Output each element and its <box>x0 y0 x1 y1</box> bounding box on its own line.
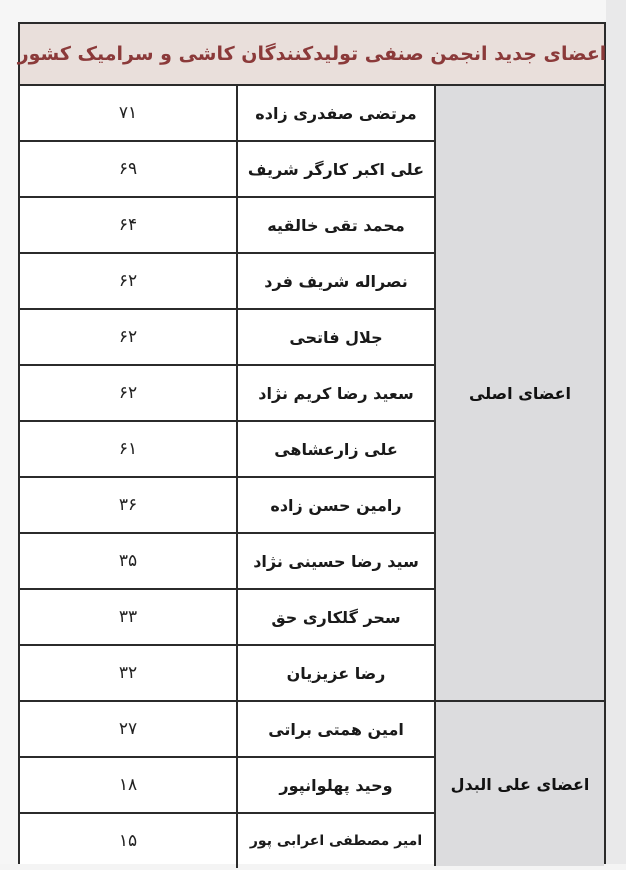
member-name: سعید رضا کریم نژاد <box>258 383 414 403</box>
table-row <box>20 646 434 702</box>
group-main-members <box>434 86 604 702</box>
table-row <box>20 310 434 366</box>
member-votes: ۶۲ <box>20 310 238 364</box>
table-row <box>20 254 434 310</box>
member-name: علی زارعشاهی <box>274 439 398 459</box>
table-row <box>20 366 434 422</box>
group-main-label: اعضای اصلی <box>468 383 572 403</box>
table-row <box>20 86 434 142</box>
table-row <box>20 422 434 478</box>
table-row <box>20 198 434 254</box>
table-row <box>20 758 434 814</box>
table-row <box>20 590 434 646</box>
member-name: امیر مصطفی اعرابی پور <box>249 833 423 849</box>
table-row <box>20 814 434 870</box>
member-name: جلال فاتحی <box>289 327 383 347</box>
member-name: وحید پهلوانپور <box>279 775 393 795</box>
member-name: نصراله شریف فرد <box>264 271 408 291</box>
member-votes: ۶۲ <box>20 254 238 308</box>
member-votes: ۶۴ <box>20 198 238 252</box>
member-votes: ۱۵ <box>20 814 238 868</box>
table-title-text: اعضای جدید انجمن صنفی تولیدکنندگان کاشی و سرامیک کشور <box>17 43 607 65</box>
member-votes: ۳۵ <box>20 534 238 588</box>
member-votes: ۳۶ <box>20 478 238 532</box>
member-votes: ۶۲ <box>20 366 238 420</box>
member-votes: ۳۲ <box>20 646 238 700</box>
member-name: سحر گلکاری حق <box>271 607 401 627</box>
member-votes: ۷۱ <box>20 86 238 140</box>
member-name: مرتضی صفدری زاده <box>255 103 417 123</box>
member-name: علی اکبر کارگر شریف <box>247 159 425 179</box>
table-title <box>17 24 607 86</box>
member-name: محمد تقی خالقیه <box>267 215 405 235</box>
table-row <box>20 478 434 534</box>
group-alternate-label: اعضای علی البدل <box>450 774 590 794</box>
table-row <box>20 142 434 198</box>
member-votes: ۳۳ <box>20 590 238 644</box>
member-votes: ۶۹ <box>20 142 238 196</box>
members-table <box>18 22 606 864</box>
member-name: رضا عزیزیان <box>286 663 386 683</box>
member-name: رامین حسن زاده <box>270 495 402 515</box>
member-votes: ۲۷ <box>20 702 238 756</box>
page-edge <box>606 0 626 864</box>
table-row <box>20 534 434 590</box>
member-name: سید رضا حسینی نژاد <box>253 551 419 571</box>
table-row <box>20 702 434 758</box>
member-votes: ۶۱ <box>20 422 238 476</box>
member-name: امین همتی براتی <box>268 719 404 739</box>
group-alternate-members <box>434 702 604 866</box>
member-votes: ۱۸ <box>20 758 238 812</box>
